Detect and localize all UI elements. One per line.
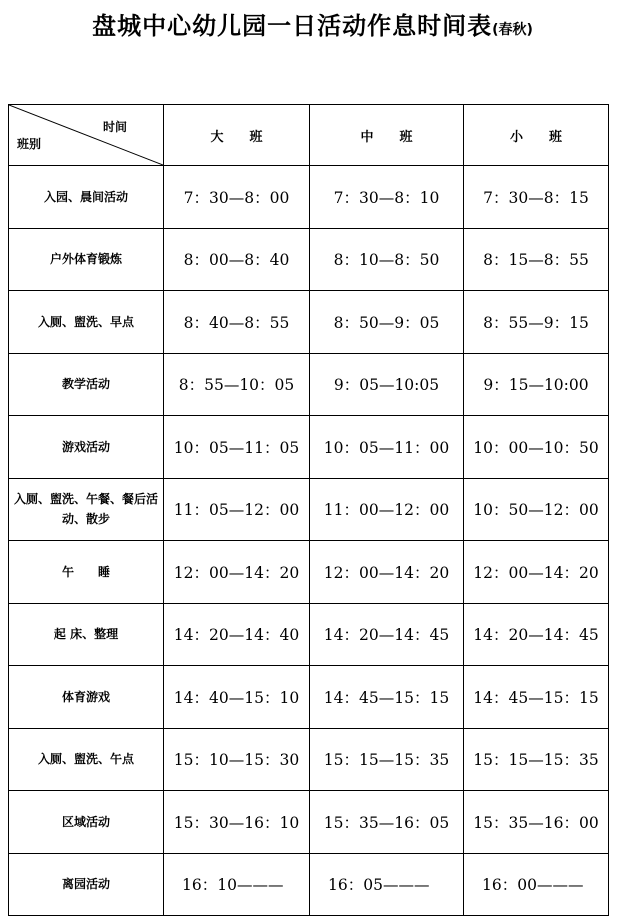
time-cell-small-class: 9：15—10:00: [464, 353, 609, 416]
time-cell-middle-class: 10：05—11：00: [310, 416, 464, 479]
time-cell-large-class: 16：10———: [164, 853, 310, 916]
activity-cell: 户外体育锻炼: [9, 228, 164, 291]
activity-cell: 入园、晨间活动: [9, 166, 164, 229]
activity-cell: 离园活动: [9, 853, 164, 916]
time-cell-large-class: 8：00—8：40: [164, 228, 310, 291]
time-cell-middle-class: 14：45—15：15: [310, 666, 464, 729]
diagonal-header-cell: [9, 105, 164, 166]
time-cell-middle-class: 9：05—10:05: [310, 353, 464, 416]
header-row: [9, 105, 609, 166]
table-row: [9, 416, 609, 479]
time-cell-large-class: 7：30—8：00: [164, 166, 310, 229]
table-row: [9, 166, 609, 229]
time-cell-small-class: 8：55—9：15: [464, 291, 609, 354]
table-row: [9, 603, 609, 666]
table-row: [9, 666, 609, 729]
time-cell-large-class: 8：40—8：55: [164, 291, 310, 354]
header-time-label: 时间: [102, 120, 127, 134]
table-row: [9, 853, 609, 916]
table-row: [9, 353, 609, 416]
activity-cell: 起 床、整理: [9, 603, 164, 666]
time-cell-middle-class: 12：00—14：20: [310, 541, 464, 604]
title-text: 盘城中心幼儿园一日活动作息时间表: [92, 12, 493, 40]
activity-cell: 教学活动: [9, 353, 164, 416]
time-cell-small-class: 14：45—15：15: [464, 666, 609, 729]
time-cell-large-class: 8：55—10：05: [164, 353, 310, 416]
activity-cell: 游戏活动: [9, 416, 164, 479]
time-cell-large-class: 11：05—12：00: [164, 478, 310, 541]
column-header-small-class: 小 班: [464, 105, 609, 166]
time-cell-small-class: 12：00—14：20: [464, 541, 609, 604]
time-cell-small-class: 15：15—15：35: [464, 728, 609, 791]
time-cell-middle-class: 11：00—12：00: [310, 478, 464, 541]
table-row: [9, 478, 609, 541]
column-header-large-class: 大 班: [164, 105, 310, 166]
time-cell-small-class: 7：30—8：15: [464, 166, 609, 229]
time-cell-large-class: 15：10—15：30: [164, 728, 310, 791]
header-class-label: 班别: [17, 137, 42, 151]
time-cell-large-class: 14：40—15：10: [164, 666, 310, 729]
time-cell-large-class: 10：05—11：05: [164, 416, 310, 479]
title-suffix: (春秋): [492, 22, 533, 38]
table-row: [9, 791, 609, 854]
time-cell-middle-class: 8：10—8：50: [310, 228, 464, 291]
table-row: [9, 291, 609, 354]
time-cell-middle-class: 7：30—8：10: [310, 166, 464, 229]
time-cell-middle-class: 8：50—9：05: [310, 291, 464, 354]
activity-cell: 午 睡: [9, 541, 164, 604]
table-row: [9, 541, 609, 604]
time-cell-small-class: 14：20—14：45: [464, 603, 609, 666]
time-cell-small-class: 10：50—12：00: [464, 478, 609, 541]
time-cell-middle-class: 14：20—14：45: [310, 603, 464, 666]
activity-cell: 入厕、盥洗、午餐、餐后活动、散步: [9, 478, 164, 541]
page-title: [0, 6, 625, 41]
time-cell-middle-class: 15：35—16：05: [310, 791, 464, 854]
schedule-table: [8, 104, 609, 916]
time-cell-large-class: 15：30—16：10: [164, 791, 310, 854]
time-cell-small-class: 16：00———: [464, 853, 609, 916]
time-cell-large-class: 14：20—14：40: [164, 603, 310, 666]
activity-cell: 区域活动: [9, 791, 164, 854]
table-row: [9, 728, 609, 791]
activity-cell: 入厕、盥洗、午点: [9, 728, 164, 791]
time-cell-large-class: 12：00—14：20: [164, 541, 310, 604]
activity-cell: 入厕、盥洗、早点: [9, 291, 164, 354]
time-cell-small-class: 8：15—8：55: [464, 228, 609, 291]
time-cell-middle-class: 16：05———: [310, 853, 464, 916]
time-cell-small-class: 10：00—10：50: [464, 416, 609, 479]
time-cell-small-class: 15：35—16：00: [464, 791, 609, 854]
table-row: [9, 228, 609, 291]
column-header-middle-class: 中 班: [310, 105, 464, 166]
activity-cell: 体育游戏: [9, 666, 164, 729]
time-cell-middle-class: 15：15—15：35: [310, 728, 464, 791]
